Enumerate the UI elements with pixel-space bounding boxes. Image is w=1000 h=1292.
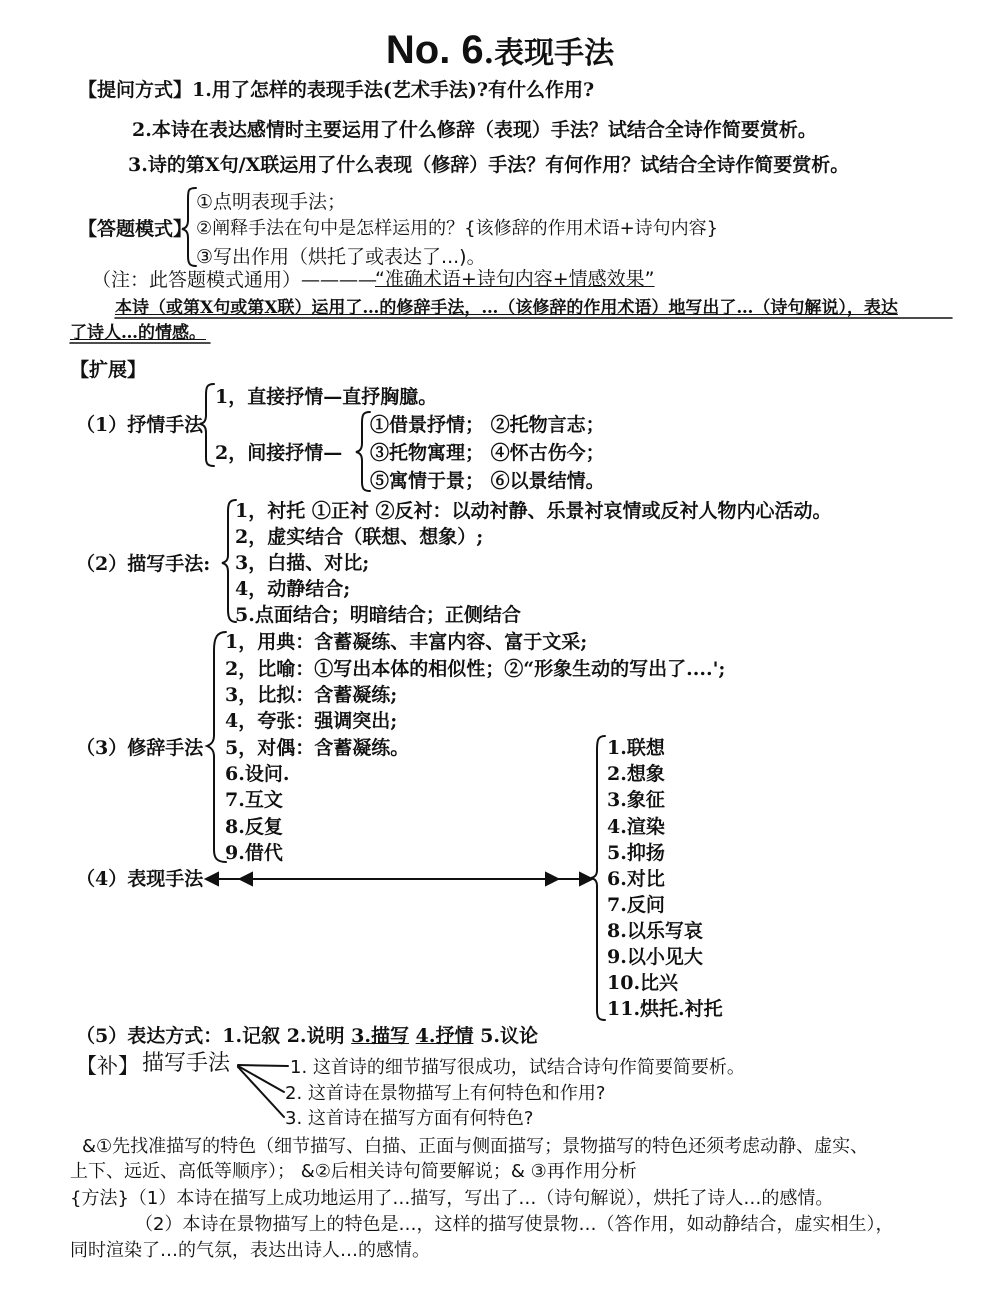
question-2: 2.本诗在表达感情时主要运用了什么修辞（表现）手法？试结合全诗作简要赏析。	[132, 119, 817, 141]
supplement-line	[238, 1065, 288, 1066]
note-formula: “准确术语+诗句内容+情感效果”	[375, 268, 655, 290]
expression-item: 5.抑扬	[607, 842, 665, 864]
expression-item: 1.联想	[607, 737, 665, 759]
lyric-direct: 1，直接抒情—直抒胸臆。	[215, 386, 438, 408]
answer-step-2: ②阐释手法在句中是怎样运用的？{该修辞的作用术语+诗句内容}	[196, 218, 719, 239]
expression-arrow-head-mid-right	[546, 873, 558, 885]
template-line-2: 了诗人…的情感。	[70, 323, 206, 343]
rhetoric-item: 1，用典：含蓄凝练、丰富内容、富于文采;	[225, 631, 588, 653]
lyric-indirect: 2，间接抒情—	[215, 442, 343, 464]
expression-item: 6.对比	[607, 868, 665, 890]
answer-pattern-label: 【答题模式】	[78, 218, 193, 240]
expression-arrow-head-left	[206, 873, 218, 885]
method-line-3: 同时渲染了…的气氛，表达出诗人…的感情。	[70, 1240, 430, 1261]
rhetoric-brace	[207, 632, 226, 862]
description-item: 4，动静结合;	[235, 578, 351, 600]
supplement-question: 3. 这首诗在描写方面有何特色?	[285, 1108, 534, 1129]
rhetoric-item: 9.借代	[225, 842, 283, 864]
lyric-indirect-item: ③托物寓理； ④怀古伤今；	[370, 442, 605, 464]
rhetoric-label: （3）修辞手法	[76, 737, 204, 759]
expression-item: 9.以小见大	[607, 946, 703, 968]
way-item: 3.描写	[351, 1025, 410, 1047]
description-item: 3，白描、对比;	[235, 552, 370, 574]
description-item: 2，虚实结合（联想、想象）;	[235, 526, 484, 548]
question-forms-label: 【提问方式】	[78, 79, 193, 101]
expression-item: 3.象征	[607, 789, 665, 811]
rhetoric-item: 5，对偶：含蓄凝练。	[225, 737, 410, 759]
expression-item: 10.比兴	[607, 972, 679, 994]
lyric-indirect-item: ⑤寓情于景； ⑥以景结情。	[370, 470, 605, 492]
supplement-steps-line-2: 上下、远近、高低等顺序）； &②后相关诗句简要解说；& ③再作用分析	[70, 1161, 637, 1182]
answer-step-1: ①点明表现手法；	[196, 191, 347, 213]
description-label: （2）描写手法:	[76, 553, 211, 575]
lyric-brace	[200, 384, 214, 466]
supplement-question: 2. 这首诗在景物描写上有何特色和作用?	[285, 1083, 606, 1104]
expression-item: 4.渲染	[607, 816, 665, 838]
expression-arrow-head-mid-left	[240, 873, 252, 885]
expression-item: 2.想象	[607, 763, 665, 785]
ways-label: （5）表达方式：	[76, 1025, 223, 1047]
way-item: 1.记叙	[222, 1025, 281, 1047]
description-item: 1，衬托 ①正衬 ②反衬：以动衬静、乐景衬哀情或反衬人物内心活动。	[235, 500, 832, 522]
expression-item: 8.以乐写哀	[607, 920, 703, 942]
supplement-line	[238, 1066, 284, 1092]
rhetoric-item: 8.反复	[225, 816, 283, 838]
expression-brace	[591, 736, 605, 1020]
supplement-steps-line-1: &①先找准描写的特色（细节描写、白描、正面与侧面描写；景物描写的特色还须考虑动静、虚实、	[82, 1136, 869, 1157]
note-prefix: （注：此答题模式通用）————	[92, 269, 378, 291]
way-item: 4.抒情	[415, 1025, 474, 1047]
way-item: 5.议论	[480, 1025, 538, 1047]
answer-pattern-brace	[182, 188, 196, 266]
supplement-question: 1. 这首诗的细节描写很成功，试结合诗句作简要简要析。	[290, 1057, 745, 1078]
rhetoric-item: 7.互文	[225, 789, 283, 811]
question-3: 3.诗的第X句/X联运用了什么表现（修辞）手法？有何作用？试结合全诗作简要赏析。	[128, 154, 850, 176]
supplement-title: 描写手法	[142, 1051, 231, 1076]
method-line-1: {方法}（1）本诗在描写上成功地运用了…描写，写出了…（诗句解说），烘托了诗人…的感情。	[70, 1188, 834, 1209]
rhetoric-item: 2，比喻：①写出本体的相似性；②“形象生动的写出了....';	[225, 658, 726, 680]
expression-item: 11.烘托.衬托	[607, 998, 723, 1020]
title-text: .表现手法	[483, 36, 615, 71]
lyric-indirect-item: ①借景抒情； ②托物言志；	[370, 414, 605, 436]
supplement-label: 【补】	[76, 1054, 139, 1078]
lyric-label: （1）抒情手法	[76, 414, 204, 436]
answer-step-3: ③写出作用（烘托了或表达了...)。	[196, 246, 486, 268]
expression-label: （4）表现手法	[76, 868, 204, 890]
rhetoric-item: 3，比拟：含蓄凝练;	[225, 684, 398, 706]
way-item: 2.说明	[286, 1025, 345, 1047]
rhetoric-item: 4，夸张：强调突出;	[225, 710, 398, 732]
supplement-line	[238, 1067, 284, 1117]
title-number: No. 6	[385, 28, 484, 72]
expansion-label: 【扩展】	[70, 359, 147, 381]
description-brace	[222, 500, 236, 622]
rhetoric-item: 6.设问.	[225, 763, 290, 785]
expression-arrow-head-right	[580, 873, 592, 885]
method-line-2: （2）本诗在景物描写上的特色是…，这样的描写使景物…（答作用，如动静结合，虚实相生），	[135, 1214, 894, 1235]
indirect-lyric-brace	[356, 412, 370, 491]
template-line-1: 本诗（或第X句或第X联）运用了…的修辞手法，…（该修辞的作用术语）地写出了…（诗句解说），表达	[115, 298, 898, 318]
expression-item: 7.反问	[607, 894, 665, 916]
question-1: 1.用了怎样的表现手法(艺术手法)?有什么作用?	[192, 79, 595, 101]
description-item: 5.点面结合；明暗结合；正侧结合	[235, 604, 521, 626]
